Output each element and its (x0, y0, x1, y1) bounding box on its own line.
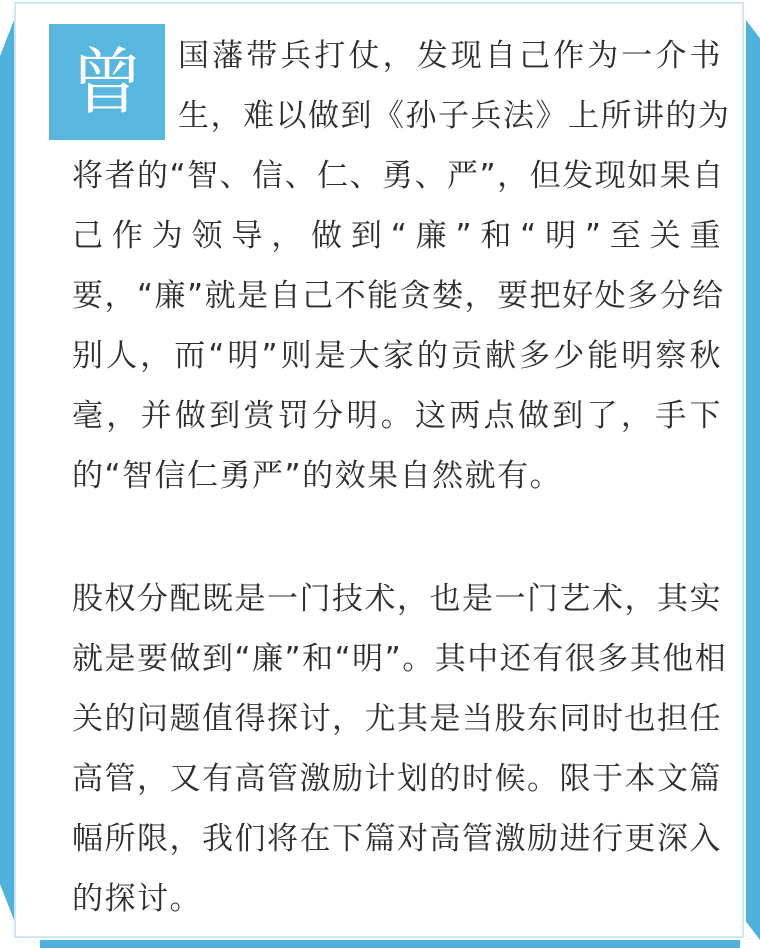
text-line: 的探讨。 (72, 881, 202, 917)
article-card (14, 2, 744, 938)
text-line: 己作为领导，做到“廉”和“明”至关重 (72, 218, 722, 254)
text-line: 股权分配既是一门技术，也是一门艺术，其实 (72, 581, 722, 617)
text-line: 生，难以做到《孙子兵法》上所讲的为 (178, 98, 731, 134)
text-line: 别人，而“明”则是大家的贡献多少能明察秋 (72, 338, 722, 374)
text-line: 的“智信仁勇严”的效果自然就有。 (72, 458, 563, 494)
paragraph-2 (72, 569, 728, 929)
paragraph-1 (72, 26, 731, 506)
text-line: 高管，又有高管激励计划的时候。限于本文篇 (72, 761, 722, 797)
text-line: 就是要做到“廉”和“明”。其中还有很多其他相 (72, 641, 728, 677)
text-line: 国藩带兵打仗，发现自己作为一介书 (178, 38, 722, 74)
text-line: 毫，并做到赏罚分明。这两点做到了，手下 (72, 398, 722, 434)
text-line: 幅所限，我们将在下篇对高管激励进行更深入 (72, 821, 722, 857)
dropcap: 曾 (49, 24, 165, 140)
frame-left-edge (0, 20, 14, 920)
text-line: 关的问题值得探讨，尤其是当股东同时也担任 (72, 701, 722, 737)
frame-right-edge (746, 20, 760, 940)
frame-bottom-edge (40, 940, 740, 948)
text-line: 要，“廉”就是自己不能贪婪，要把好处多分给 (72, 278, 725, 314)
text-line: 将者的“智、信、仁、勇、严”，但发现如果自 (72, 158, 725, 194)
